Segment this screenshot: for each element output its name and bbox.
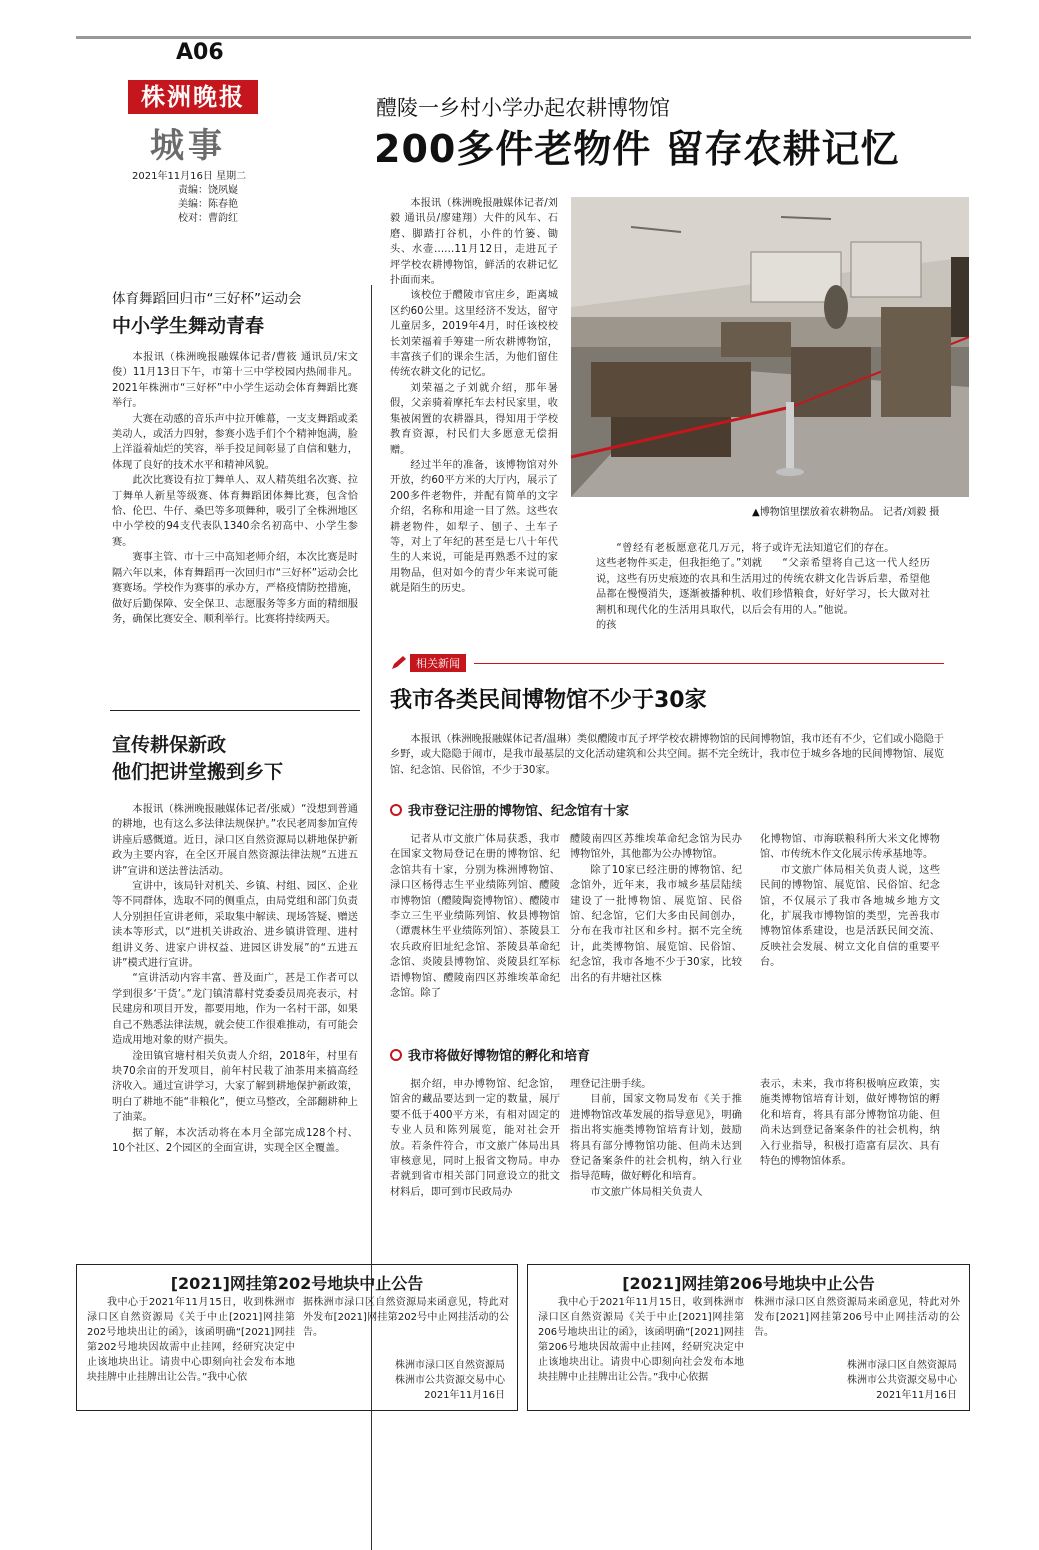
notice-title: [2021]网挂第206号地块中止公告 — [622, 1274, 875, 1293]
main-story-col3 — [762, 541, 930, 618]
related-paragraph: 醴陵南四区苏维埃革命纪念馆为民办博物馆外，其他都为公办博物馆。 — [570, 834, 742, 861]
related-lead — [390, 732, 944, 778]
related-sub2-col2 — [570, 1077, 742, 1200]
subhead-text: 我市登记注册的博物馆、纪念馆有十家 — [408, 804, 630, 819]
notice-col2 — [754, 1295, 960, 1340]
main-story-col2 — [596, 541, 762, 633]
notice-col1 — [538, 1295, 744, 1385]
story-paragraph: 宣讲中，该局针对机关、乡镇、村组、园区、企业等不同群体，选取不同的侧重点，由局党组和部门负责人分别担任宣讲老师，采取集中解读、现场答疑、赠送读本等形式，以“进机关讲政治、进乡镇讲管理、进村组讲义务、进家户讲权益、进园区讲发展”的“五进五讲”模式进行宣讲。 — [112, 881, 358, 970]
related-paragraph: 目前，国家文物局发布《关于推进博物馆改革发展的指导意见》，明确指出将实施类博物馆培育计划，鼓励将具有部分博物馆功能、但尚未达到登记备案条件的社会机构，纳入行业指导范畴，做好孵化和培育。 — [570, 1094, 742, 1183]
main-paragraph: 经过半年的准备，该博物馆对外开放，约60平方米的大厅内，展示了200多件老物件，并配有简单的文字介绍，名称和用途一目了然。这些农耕老物件，如犁子、刨子、土车子等，对上了年纪的甚至是七八十年代生的人来说，可能是再熟悉不过的家用物品，但对如今的青少年来说可能就是陌生的历史。 — [390, 459, 558, 595]
photo-caption: ▲博物馆里摆放着农耕物品。 记者/刘毅 摄 — [752, 507, 940, 518]
notice-date: 2021年11月16日 — [876, 1390, 957, 1401]
left-story-sports — [112, 287, 358, 627]
notice-title: [2021]网挂第202号地块中止公告 — [170, 1274, 424, 1293]
related-paragraph: 据介绍，申办博物馆、纪念馆，馆舍的藏品要达到一定的数量，展厅要不低于400平方米，有相对固定的专业人员和陈列展览，能对社会开放。若条件符合，市文旅广体局出具审核意见，同时上报省文物局。申办者就到省市相关部门同意设立的批文材料后，即可到市民政局办 — [390, 1079, 560, 1198]
story-paragraph: 据了解，本次活动将在本月全部完成128个村、10个社区、2个园区的全面宣讲，实现全区全覆盖。 — [112, 1127, 358, 1154]
issue-date: 2021年11月16日 星期二 — [132, 171, 247, 182]
story-paragraph: 本报讯（株洲晚报融媒体记者/张威）“没想到普通的耕地，也有这么多法律法规保护。”农民老周参加宣传讲座后感慨道。近日，渌口区自然资源局以耕地保护新政为主要内容，在全区开展自然资源法律法规“五进五讲”宣讲和送法普法活动。 — [112, 804, 358, 877]
related-lead-paragraph: 本报讯（株洲晚报融媒体记者/温琳）类似醴陵市瓦子坪学校农耕博物馆的民间博物馆，我市还有不少，它们或小隐隐于乡野，或大隐隐于闹市，是我市最基层的文化活动建筑和公共空间。据不完全统计，我市位于城乡各地的民间博物馆、展览馆、纪念馆、民俗馆，不少于30家。 — [390, 734, 944, 776]
main-story-col1 — [390, 196, 558, 597]
main-paragraph: “曾经有老板愿意花几万元，将这些老物件买走，但我拒绝了。”刘就说，这些有历史痕迹的农具和生活用品都在慢慢消失，逐渐被播种机、收割机和现代化的生活用具取代，以后的孩 — [596, 543, 762, 632]
main-paragraph: 子或许无法知道它们的存在。 — [762, 543, 895, 554]
notice-col1 — [87, 1295, 295, 1385]
related-paragraph: 理登记注册手续。 — [570, 1079, 652, 1090]
designer-credit: 美编：陈春艳 — [178, 199, 238, 210]
story-headline: 中小学生舞动青春 — [112, 315, 265, 337]
notice-signature — [847, 1358, 957, 1403]
left-story-land — [112, 730, 358, 1156]
related-subhead-2 — [390, 1045, 590, 1064]
related-paragraph: 化博物馆、市海联粮科所大米文化博物馆、市传统木作文化展示传承基地等。 — [760, 834, 940, 861]
related-subhead-1 — [390, 800, 629, 819]
related-tag-rule — [474, 663, 944, 664]
signer-1: 株洲市渌口区自然资源局 — [395, 1360, 505, 1371]
masthead-info — [132, 170, 246, 226]
story-paragraph: “宣讲活动内容丰富、普及面广，甚是工作者可以学到很多‘干货’。”龙门镇清幕村党委委员周亮表示，村民建房和项目开发，都要用地，作为一名村干部，如果自己不熟悉法律法规，就会使工作很难推动，有可能会造成用地对象的财产损失。 — [112, 973, 358, 1047]
notice-paragraph: 我中心于2021年11月15日，收到株洲市渌口区自然资源局《关于中止[2021]网挂第206号地块出让的函》，该函明确“[2021]网挂第206号地块因故需中止挂网，经研究决定中止该地块出让。请贵中心即刻向社会发布本地块挂牌中止挂牌出让公告。”我中心依据 — [538, 1297, 744, 1383]
related-sub1-col2 — [570, 832, 742, 986]
notice-signature — [395, 1358, 505, 1403]
related-news-tag — [390, 654, 466, 672]
signer-2: 株洲市公共资源交易中心 — [847, 1375, 957, 1386]
notice-date: 2021年11月16日 — [424, 1390, 505, 1401]
related-paragraph: 记者从市文旅广体局获悉，我市在国家文物局登记在册的博物馆、纪念馆共有十家，分别为株洲博物馆、渌口区杨得志生平业绩陈列馆、醴陵市博物馆（醴陵陶瓷博物馆）、醴陵市李立三生平业绩陈列馆、攸县博物馆（谭震林生平业绩陈列馆）、茶陵县工农兵政府旧址纪念馆、茶陵县革命纪念馆、炎陵县博物馆、炎陵县红军标语博物馆、醴陵南四区苏维埃革命纪念馆。除了 — [390, 834, 560, 1000]
section-title: 城事 — [150, 126, 226, 166]
subhead-text: 我市将做好博物馆的孵化和培育 — [408, 1049, 591, 1064]
notice-col2 — [303, 1295, 509, 1340]
related-sub2-col3 — [760, 1077, 940, 1169]
story-paragraph: 淦田镇官塘村相关负责人介绍，2018年，村里有块70余亩的开发项目，前年村民栽了油茶用来搞高经济收入。通过宣讲学习，大家了解到耕地保护新政策，明白了耕地不能“非粮化”，便立马整改，全部翻耕种上了油菜。 — [112, 1050, 358, 1124]
related-paragraph: 除了10家已经注册的博物馆、纪念馆外，近年来，我市城乡基层陆续建设了一批博物馆、展览馆、民俗馆、纪念馆，它们大多由民间创办，分布在我市社区和乡村。据不完全统计，此类博物馆、展览馆、民俗馆、纪念馆，我市各地不少于30家，比较出名的有井塘社区株 — [570, 864, 742, 984]
paper-logo: 株洲晚报 — [128, 80, 258, 114]
related-paragraph: 市文旅广体局相关负责人 — [590, 1186, 703, 1198]
notice-paragraph: 我中心于2021年11月15日，收到株洲市渌口区自然资源局《关于中止[2021]网挂第202号地块出让的函》，该函明确“[2021]网挂第202号地块因故需中止挂网，经研究决定中止该地块出让。请贵中心即刻向社会发布本地块挂牌中止挂牌出让公告。”我中心依 — [87, 1297, 295, 1383]
story-headline-line1: 宣传耕保新政 — [112, 734, 227, 756]
story-paragraph: 大赛在动感的音乐声中拉开帷幕，一支支舞蹈或柔美动人，或活力四射，参赛小选手们个个精神饱满，脸上洋溢着灿烂的笑容，举手投足间彰显了自信和魅力，体现了良好的技术水平和精神风貌。 — [112, 413, 358, 471]
related-paragraph: 市文旅广体局相关负责人说，这些民间的博物馆、展览馆、民俗馆、纪念馆，不仅展示了我市各地城乡地方文化，扩展我市博物馆的类型，完善我市博物馆体系建设，也是活跃民间交流、反映社会发展、树立文化自信的重要平台。 — [760, 864, 940, 969]
notice-paragraph: 据株洲市渌口区自然资源局来函意见，特此对外发布[2021]网挂第202号中止网挂活动的公告。 — [303, 1297, 509, 1338]
story-paragraph: 赛事主管、市十三中高知老师介绍，本次比赛是时隔六年以来，体育舞蹈再一次回归市“三好杯”运动会比赛赛场。学校作为赛事的承办方，严格疫情防控措施，做好后勤保障、安全保卫、志愿服务等多方面的精细服务，确保比赛安全、顺利举行。比赛将持续两天。 — [112, 552, 358, 625]
notice-paragraph: 株洲市渌口区自然资源局来函意见，特此对外发布[2021]网挂第206号中止网挂活动的公告。 — [754, 1297, 960, 1338]
circle-bullet-icon — [390, 1049, 402, 1061]
story-kicker: 体育舞蹈回归市“三好杯”运动会 — [112, 291, 302, 307]
notice-box-206 — [527, 1264, 970, 1411]
main-kicker: 醴陵一乡村小学办起农耕博物馆 — [376, 96, 670, 120]
main-paragraph: 刘荣福之子刘就介绍，那年暑假，父亲骑着摩托车去村民家里，收集被闲置的农耕器具，得知用于学校教育资源，村民们大多愿意无偿捐赠。 — [390, 382, 558, 456]
main-paragraph: 本报讯（株洲晚报融媒体记者/刘毅 通讯员/廖建翔）大件的风车、石磨、脚踏打谷机，小件的竹篓、锄头、水壶……11月12日，走进瓦子坪学校农耕博物馆，鲜活的农耕记忆扑面而来。 — [390, 198, 558, 287]
museum-photo — [571, 197, 969, 497]
related-sub2-col1 — [390, 1077, 560, 1200]
related-headline: 我市各类民间博物馆不少于30家 — [390, 688, 707, 713]
top-rule — [76, 36, 971, 39]
circle-bullet-icon — [390, 804, 402, 816]
story-headline-line2: 他们把讲堂搬到乡下 — [112, 761, 284, 783]
proofreader-credit: 校对：曹韵红 — [178, 213, 238, 224]
page-number: A06 — [176, 40, 224, 65]
main-headline: 200多件老物件 留存农耕记忆 — [374, 127, 900, 171]
story-paragraph: 此次比赛设有拉丁舞单人、双人精英组名次赛、拉丁舞单人新星等级赛、体育舞蹈团体舞比赛，包含恰恰、伦巴、牛仔、桑巴等多项舞种，吸引了全株洲地区中小学校的94支代表队1340余名初高中、小学生参赛。 — [112, 475, 358, 548]
notice-box-202 — [76, 1264, 518, 1411]
pencil-icon — [390, 655, 408, 671]
signer-1: 株洲市渌口区自然资源局 — [847, 1360, 957, 1371]
main-paragraph: “父亲希望将自己这一代人经历过的传统农耕文化告诉后辈，希望他们珍惜粮食，好好学习，长大做对社会有用的人。”他说。 — [762, 558, 930, 616]
related-sub1-col1 — [390, 832, 560, 1001]
related-paragraph: 表示，未来，我市将积极响应政策，实施类博物馆培育计划，做好博物馆的孵化和培育，将具有部分博物馆功能、但尚未达到登记备案条件的社会机构，纳入行业指导，积极打造富有层次、具有特色的博物馆体系。 — [760, 1079, 940, 1168]
left-story-divider — [110, 710, 360, 711]
related-news-label: 相关新闻 — [410, 654, 466, 672]
signer-2: 株洲市公共资源交易中心 — [395, 1375, 505, 1386]
editor-credit: 责编：饶夙嶷 — [178, 185, 238, 196]
main-paragraph: 该校位于醴陵市官庄乡，距离城区约60公里。这里经济不发达，留守儿童居多，2019年4月，时任该校校长刘荣福着手筹建一所农耕博物馆，丰富孩子们的课余生活，为他们留住传统农耕文化的记忆。 — [390, 290, 558, 379]
related-sub1-col3 — [760, 832, 940, 971]
story-paragraph: 本报讯（株洲晚报融媒体记者/曹筱 通讯员/宋文俊）11月13日下午，市第十三中学校园内热闹非凡。2021年株洲市“三好杯”中小学生运动会体育舞蹈比赛举行。 — [112, 352, 358, 410]
museum-photo-illustration — [571, 197, 969, 497]
